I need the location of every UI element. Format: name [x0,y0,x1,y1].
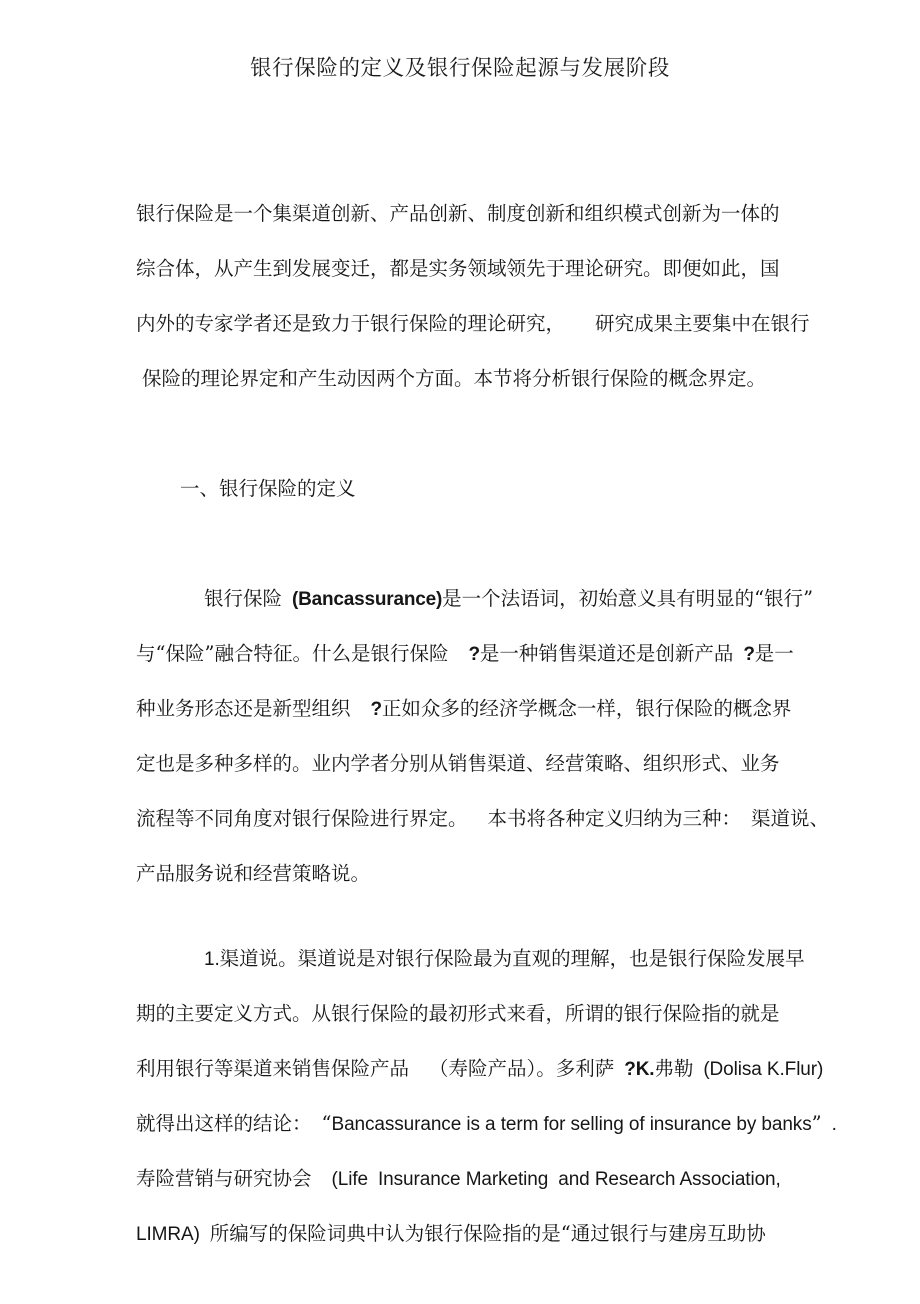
text-run: 定也是多种多样的。业内学者分别从销售渠道、经营策略、组织形式、业务 [136,752,780,775]
paragraph-line [136,986,836,1041]
quote-close: ” [811,1112,822,1135]
latin-run: (Life [331,1169,368,1190]
text-run: （寿险产品 [429,1057,527,1080]
text-run: 产品服务说和经营策略说。 [136,862,371,885]
question-mark: ? [743,644,755,665]
paragraph-line [136,186,836,241]
paragraph-line [136,1041,836,1096]
text-run: 内外的专家学者还是致力于银行保险的理论研究， [136,312,566,335]
section-heading-label: 一、银行保险的定义 [180,477,356,500]
text-run: 与“保险”融合特征。什么是银行保险 [136,642,449,665]
document-body [136,186,836,1261]
latin-run: LIMRA) [136,1224,200,1245]
paragraph-line [136,1151,836,1206]
text-run: 种业务形态还是新型组织 [136,697,351,720]
paragraph-line [136,1206,836,1261]
text-run: 所编写的保险词典中认为银行保险指的是“通过银行与建房互助协 [209,1222,766,1245]
latin-run: and Research Association, [558,1169,781,1190]
paragraph-spacer [136,901,836,931]
text-run: 银行保险是一个集渠道创新、产品创新、制度创新和组织模式创新为一体的 [136,202,780,225]
text-run: 流程等不同角度对银行保险进行界定。 [136,807,468,830]
text-run: 弗勒 [654,1057,694,1080]
latin-run: Insurance Marketing [377,1169,549,1190]
latin-run: (Bancassurance) [292,589,443,610]
text-run: 期的主要定义方式。从银行保险的最初形式来看，所谓的银行保险指的就是 [136,1002,780,1025]
text-run: 保险的理论界定和产生动因两个方面。本节将分析银行保险的概念界定。 [142,367,767,390]
question-mark: ?K. [624,1059,655,1080]
question-mark: ? [468,644,480,665]
paragraph-line [136,736,836,791]
paragraph-line [136,241,836,296]
text-run: ）。多利萨 [526,1057,615,1080]
text-run: 利用银行等渠道来销售保险产品 [136,1057,410,1080]
list-number: 1. [204,949,220,970]
text-run: 渠道说、 [751,807,830,830]
paragraph-line [136,351,836,406]
text-run: 就得出这样的结论： [136,1112,312,1135]
paragraph-spacer [136,406,836,461]
text-run: 正如众多的经济学概念一样，银行保险的概念界 [381,697,792,720]
text-run: 寿险营销与研究协会 [136,1167,312,1190]
paragraph-line [136,571,836,626]
quote-open: “ [321,1112,332,1135]
page-title: 银行保险的定义及银行保险起源与发展阶段 [250,56,670,81]
latin-quote: Bancassurance is a term for selling of insurance by banks [331,1114,812,1135]
period: . [831,1114,837,1135]
text-run: 是一种销售渠道还是创新产品 [479,642,734,665]
paragraph-line [136,1096,836,1151]
text-run: 银行保险 [204,587,283,610]
paragraph-line [136,626,836,681]
text-run: 是一个法语词，初始意义具有明显的“银行” [442,587,814,610]
text-run: 研究成果主要集中在银行 [595,312,810,335]
text-run: 本书将各种定义归纳为三种： [487,807,742,830]
text-run: 渠道说。渠道说是对银行保险最为直观的理解，也是银行保险发展早 [219,947,805,970]
paragraph-spacer [136,516,836,571]
paragraph-line [136,846,836,901]
paragraph-line [136,681,836,736]
paragraph-line [136,931,836,986]
paragraph-line [136,791,836,846]
question-mark: ? [370,699,382,720]
text-run: 是一 [754,642,794,665]
text-run: 综合体，从产生到发展变迁，都是实务领域领先于理论研究。即便如此，国 [136,257,780,280]
section-heading [136,461,836,516]
paragraph-line [136,296,836,351]
latin-run: (Dolisa K.Flur) [703,1059,824,1080]
